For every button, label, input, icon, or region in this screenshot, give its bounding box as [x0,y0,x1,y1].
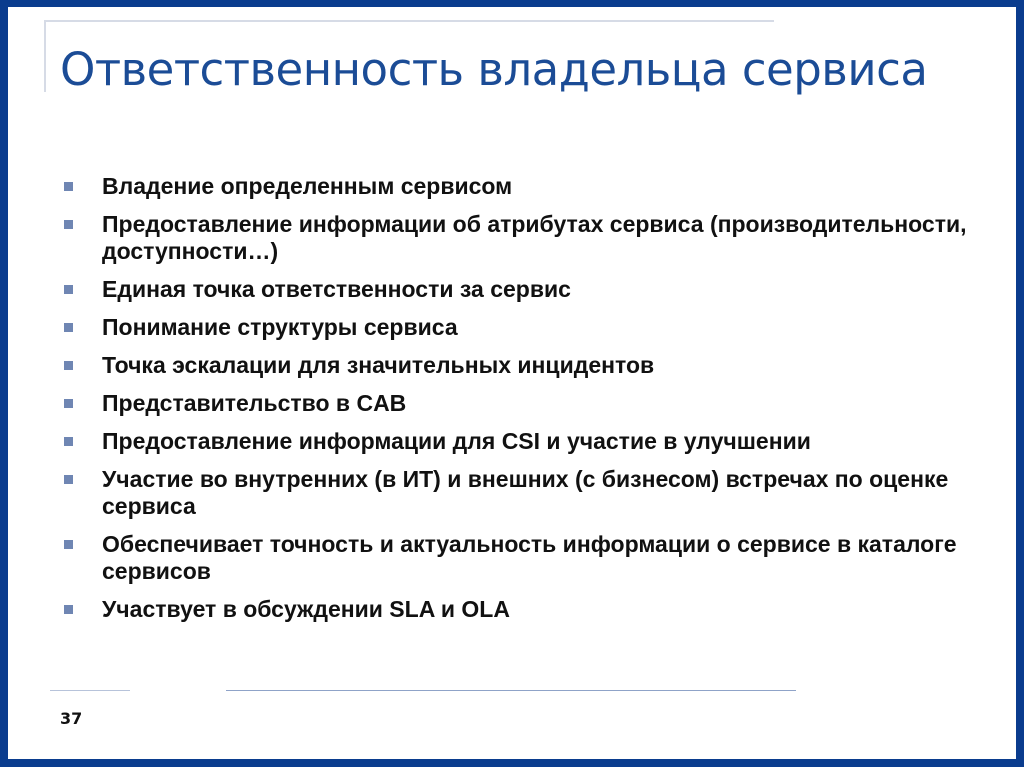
bullet-text: Предоставление информации об атрибутах сервиса (производительности, доступности…) [102,211,967,264]
square-bullet-icon [64,361,73,370]
bullet-text: Предоставление информации для CSI и участие в улучшении [102,428,811,454]
bullet-list [60,173,1000,634]
bullet-item [60,466,1000,520]
title-rule-top [44,20,774,22]
square-bullet-icon [64,323,73,332]
page-number: 37 [60,709,83,728]
bullet-text: Участвует в обсуждении SLA и OLA [102,596,510,622]
square-bullet-icon [64,540,73,549]
bullet-item [60,390,1000,417]
bullet-item [60,276,1000,303]
bullet-text: Единая точка ответственности за сервис [102,276,571,302]
bullet-item [60,428,1000,455]
square-bullet-icon [64,437,73,446]
square-bullet-icon [64,220,73,229]
square-bullet-icon [64,285,73,294]
bullet-item [60,211,1000,265]
bullet-item [60,352,1000,379]
bullet-item [60,596,1000,623]
bullet-text: Обеспечивает точность и актуальность информации о сервисе в каталоге сервисов [102,531,957,584]
bullet-text: Владение определенным сервисом [102,173,513,199]
slide [8,7,1016,759]
bullet-item [60,314,1000,341]
title-rule-left [44,20,46,92]
square-bullet-icon [64,182,73,191]
bullet-text: Понимание структуры сервиса [102,314,458,340]
bullet-text: Представительство в CAB [102,390,407,416]
bullet-item [60,173,1000,200]
footer-divider [226,690,796,691]
bullet-text: Участие во внутренних (в ИТ) и внешних (с бизнесом) встречах по оценке сервиса [102,466,949,519]
square-bullet-icon [64,605,73,614]
slide-title: Ответственность владельца сервиса [60,43,928,96]
square-bullet-icon [64,399,73,408]
square-bullet-icon [64,475,73,484]
bullet-item [60,531,1000,585]
bullet-text: Точка эскалации для значительных инцидентов [102,352,655,378]
footer-divider-left [50,690,130,691]
